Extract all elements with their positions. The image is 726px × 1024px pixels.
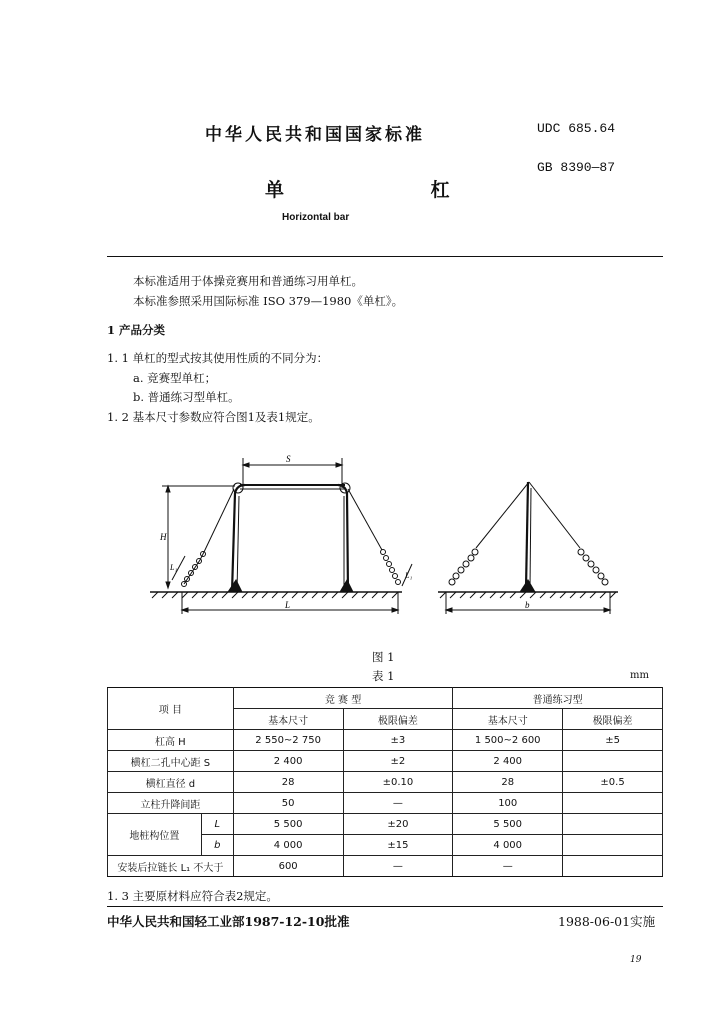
udc-code: UDC 685.64: [537, 121, 616, 136]
row-label: 立柱升降间距: [108, 793, 234, 814]
cell: 1 500~2 600: [453, 730, 563, 751]
cell: [563, 835, 663, 856]
cell: —: [343, 856, 453, 877]
header-rule: [107, 256, 663, 257]
cell: 4 000: [453, 835, 563, 856]
cell: 4 000: [233, 835, 343, 856]
table-caption: 表 1: [372, 669, 395, 683]
cell: 2 550~2 750: [233, 730, 343, 751]
footer-rule: [107, 906, 663, 907]
effective-date: 1988-06-01实施: [558, 914, 656, 929]
approval-note: 中华人民共和国轻工业部1987-12-10批准: [107, 914, 350, 929]
section-1-1: 1. 1 单杠的型式按其使用性质的不同分为：: [107, 351, 329, 365]
item-a: a. 竞赛型单杠；: [133, 371, 217, 385]
cell: 50: [233, 793, 343, 814]
table-row: [108, 772, 663, 793]
section-1-2: 1. 2 基本尺寸参数应符合图1及表1规定。: [107, 410, 320, 424]
intro-paragraph-2: 本标准参照采用国际标准 ISO 379—1980《单杠》。: [133, 294, 404, 308]
table-row: [108, 856, 663, 877]
table-row: [108, 814, 663, 835]
sub-basic-2: 基本尺寸: [453, 709, 563, 730]
group-competition-header: 竞 赛 型: [233, 688, 453, 709]
label-l: L: [285, 600, 291, 610]
document-title: 单 杠: [265, 179, 520, 201]
figure-caption: 图 1: [372, 650, 395, 664]
label-b: b: [525, 600, 530, 610]
col-item-header: 项 目: [108, 688, 234, 730]
group-normal-header: 普通练习型: [453, 688, 663, 709]
spec-table: [107, 687, 663, 877]
row-label: 横杠二孔中心距 S: [108, 751, 234, 772]
cell: ±20: [343, 814, 453, 835]
row-label: 安装后拉链长 L₁ 不大于: [108, 856, 234, 877]
sub-tol-2: 极限偏差: [563, 709, 663, 730]
sub-basic-1: 基本尺寸: [233, 709, 343, 730]
gb-code: GB 8390—87: [537, 160, 616, 175]
label-l1-left: L₁: [170, 563, 178, 572]
row-label: 杠高 H: [108, 730, 234, 751]
table-unit: mm: [630, 670, 649, 681]
intro-paragraph-1: 本标准适用于体操竞赛用和普通练习用单杠。: [133, 274, 363, 288]
cell: ±5: [563, 730, 663, 751]
table-row: [108, 751, 663, 772]
cell: ±3: [343, 730, 453, 751]
cell: ±0.10: [343, 772, 453, 793]
cell: —: [343, 793, 453, 814]
english-title: Horizontal bar: [282, 212, 350, 223]
item-b: b. 普通练习型单杠。: [133, 390, 240, 404]
cell: 600: [233, 856, 343, 877]
sub-tol-1: 极限偏差: [343, 709, 453, 730]
cell: 28: [233, 772, 343, 793]
table-row: [108, 730, 663, 751]
cell: 5 500: [453, 814, 563, 835]
label-l1-right: L₁: [405, 571, 413, 580]
page-number: 19: [630, 955, 642, 965]
cell: —: [453, 856, 563, 877]
org-title: 中华人民共和国国家标准: [205, 125, 425, 145]
cell: ±15: [343, 835, 453, 856]
table-row: [108, 793, 663, 814]
section-1-heading: 1 产品分类: [107, 323, 166, 337]
cell: 2 400: [453, 751, 563, 772]
cell: [563, 856, 663, 877]
cell: ±0.5: [563, 772, 663, 793]
sub-label: L: [201, 814, 233, 835]
row-label: 地桩构位置: [108, 814, 202, 856]
cell: [563, 793, 663, 814]
cell: ±2: [343, 751, 453, 772]
figure-1-drawing: [140, 448, 660, 638]
sub-label: b: [201, 835, 233, 856]
cell: 2 400: [233, 751, 343, 772]
label-s: S: [286, 454, 291, 464]
cell: 100: [453, 793, 563, 814]
section-1-3: 1. 3 主要原材料应符合表2规定。: [107, 889, 278, 903]
label-h: H: [160, 532, 167, 542]
cell: [563, 751, 663, 772]
cell: [563, 814, 663, 835]
cell: 5 500: [233, 814, 343, 835]
cell: 28: [453, 772, 563, 793]
table-header-row: [108, 688, 663, 709]
row-label: 横杠直径 d: [108, 772, 234, 793]
